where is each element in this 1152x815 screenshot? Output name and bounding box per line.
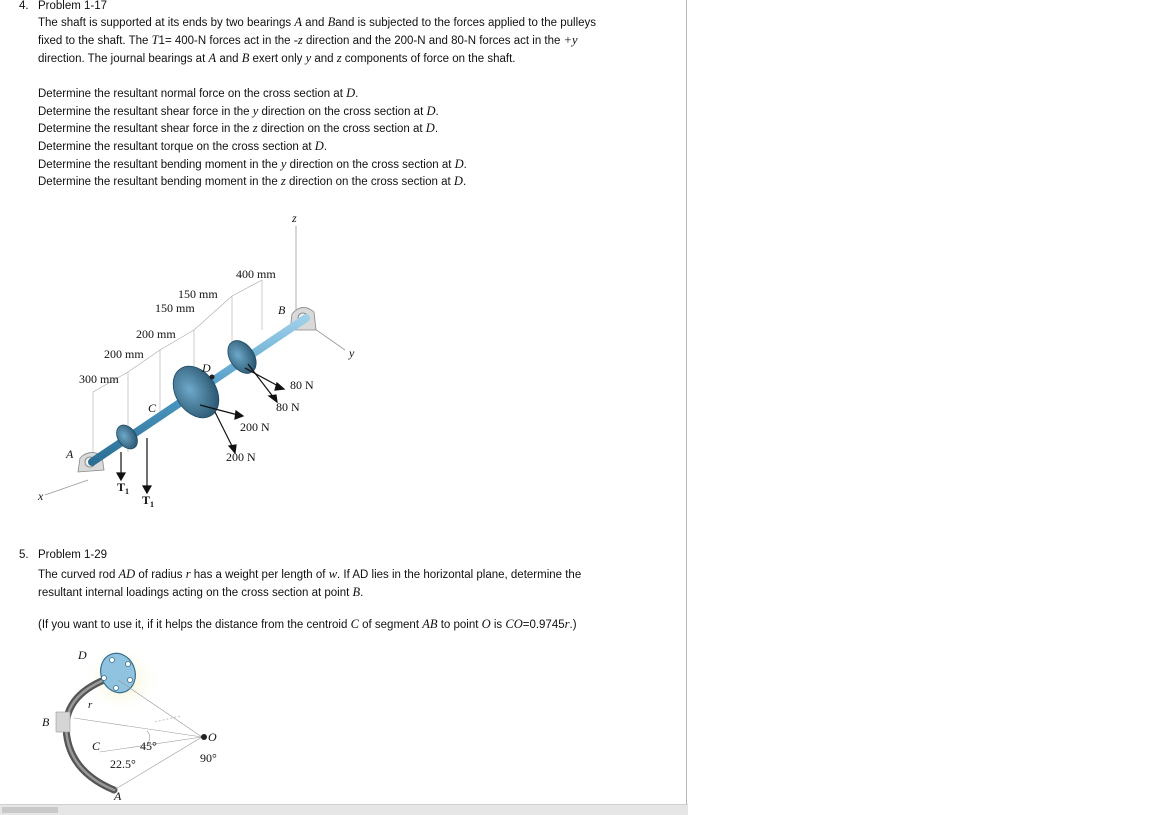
italic-symbol: AB	[422, 617, 438, 631]
dim-150b-label: 150 mm	[155, 301, 195, 315]
point-a-label: A	[114, 789, 122, 803]
force-200b-label: 200 N	[226, 450, 256, 464]
italic-symbol: D	[426, 104, 436, 118]
point-c-label: C	[92, 739, 101, 753]
italic-symbol: D	[346, 86, 356, 100]
italic-symbol: z	[280, 174, 286, 188]
force-200a-label: 200 N	[240, 420, 270, 434]
force-80a-label: 80 N	[290, 378, 314, 392]
question-shear-z: Determine the resultant shear force in the z direction on the cross section at D.	[38, 121, 439, 135]
axis-x-label: x	[38, 489, 44, 503]
problem-5-number: 5.	[19, 549, 29, 561]
problem-4-line: direction. The journal bearings at A and B exert only y and z components of force on the shaft.	[38, 51, 516, 65]
italic-symbol: w	[328, 567, 338, 581]
problem-5-line: The curved rod AD of radius r has a weight per length of w. If AD lies in the horizontal plane, determine the	[38, 567, 582, 581]
italic-symbol: C	[350, 617, 359, 631]
italic-symbol: -z	[293, 33, 303, 47]
angle-22-label: 22.5°	[110, 757, 136, 771]
force-80b-label: 80 N	[276, 400, 300, 414]
problem-4-line: fixed to the shaft. The T1= 400-N forces act in the -z direction and the 200-N and 80-N forces act in the +y	[38, 33, 578, 47]
tension-t1a-label: $T_1$	[117, 480, 130, 496]
question-shear-y: Determine the resultant shear force in the y direction on the cross section at D.	[38, 104, 439, 118]
dim-400-label: 400 mm	[236, 267, 276, 281]
italic-symbol: T	[151, 33, 159, 47]
point-d-label: D	[78, 648, 87, 662]
italic-symbol: D	[425, 121, 435, 135]
italic-symbol: +y	[563, 33, 578, 47]
horizontal-scrollbar[interactable]	[0, 804, 688, 815]
dim-200a-label: 200 mm	[136, 327, 176, 341]
italic-symbol: y	[280, 157, 287, 171]
problem-4-number: 4.	[19, 0, 29, 12]
italic-symbol: D	[453, 174, 463, 188]
question-moment-y: Determine the resultant bending moment in the y direction on the cross section at D.	[38, 157, 467, 171]
point-o-label: O	[208, 730, 217, 744]
italic-symbol: B	[241, 51, 250, 65]
point-o-marker	[201, 734, 207, 740]
italic-symbol: O	[481, 617, 491, 631]
axis-y-label: y	[349, 346, 355, 360]
italic-symbol: D	[454, 157, 464, 171]
italic-symbol: A	[294, 15, 302, 29]
angle-45-label: 45°	[140, 739, 157, 753]
italic-symbol: AD	[118, 567, 136, 581]
question-moment-z: Determine the resultant bending moment in the z direction on the cross section at D.	[38, 174, 467, 188]
tension-t1b-label: $T_1$	[142, 493, 155, 509]
italic-symbol: B	[327, 15, 336, 29]
italic-symbol: r	[185, 567, 191, 581]
italic-symbol: z	[252, 121, 258, 135]
italic-symbol: CO	[505, 617, 523, 631]
problem-5-title: Problem 1-29	[38, 549, 108, 561]
problem-5-statement	[38, 566, 581, 602]
point-d-marker	[210, 375, 215, 380]
radius-r-label: r	[88, 699, 93, 711]
dim-200b-label: 200 mm	[104, 347, 144, 361]
italic-symbol: D	[314, 139, 324, 153]
problem-4-line: The shaft is supported at its ends by two bearings A and Band is subjected to the forces applied to the pulleys	[38, 15, 597, 29]
problem-5-line: resultant internal loadings acting on the cross section at point B.	[38, 585, 364, 599]
italic-symbol: y	[252, 104, 259, 118]
problem-5-header	[19, 549, 107, 561]
point-d-label: D	[202, 361, 211, 375]
curved-rod-figure	[30, 640, 260, 805]
dim-300-label: 300 mm	[79, 372, 119, 386]
italic-symbol: B	[352, 585, 361, 599]
point-c-label: C	[148, 401, 157, 415]
point-b-label: B	[42, 715, 50, 729]
italic-symbol: r	[564, 617, 570, 631]
italic-symbol: y	[305, 51, 312, 65]
scrollbar-thumb[interactable]	[2, 807, 58, 813]
x-axis-line	[45, 480, 88, 495]
italic-symbol: z	[336, 51, 342, 65]
point-a-label: A	[66, 447, 74, 461]
question-torque: Determine the resultant torque on the cross section at D.	[38, 139, 328, 153]
point-b-label: B	[278, 303, 286, 317]
question-normal-force: Determine the resultant normal force on the cross section at D.	[38, 86, 359, 100]
pulley-large	[164, 358, 228, 427]
shaft-figure	[0, 0, 690, 540]
problem-4-title: Problem 1-17	[38, 0, 108, 12]
section-b	[56, 712, 70, 732]
dim-150a-label: 150 mm	[178, 287, 218, 301]
axis-z-label: z	[292, 211, 297, 225]
problem-5-note: (If you want to use it, if it helps the distance from the centroid C of segment AB to point O is CO=0.9745r.)	[38, 617, 577, 631]
angle-90-label: 90°	[200, 751, 217, 765]
italic-symbol: A	[208, 51, 217, 65]
